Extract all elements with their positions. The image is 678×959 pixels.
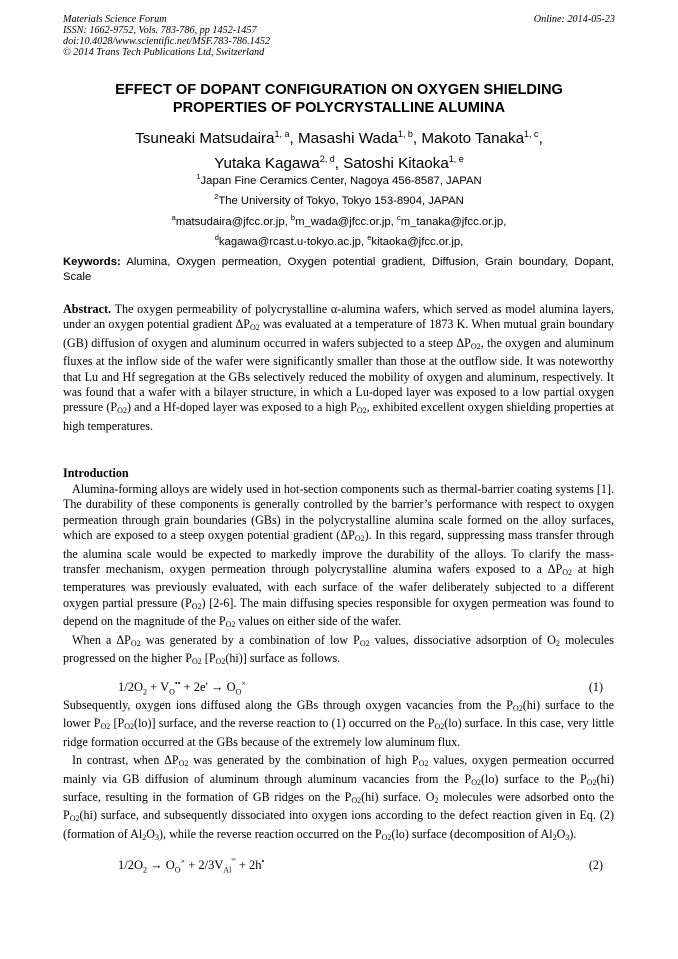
- abstract: Abstract. The oxygen permeability of polycrystalline α-alumina wafers, which served as model alumina layers, under an oxygen potential gradient $\Delta P_{O2}$ was evaluated at a temperature of 1873 K. When mutual grain boundary (GB) diffusion of oxygen and aluminum occurred in wafers subjected to a steep $\Delta P_{O2}$, the oxygen and aluminum fluxes at the inflow side of the wafer were significantly smaller than those at the outflow side. It was noteworthy that Lu and Hf segregation at the GBs selectively reduced the mobility of oxygen and aluminum, respectively. It was found that a wafer with a bilayer structure, in which a Lu-doped layer was exposed to a low partial oxygen pressure $(P_{O2})$ and a Hf-doped layer was exposed to a high $P_{O2}$, exhibited excellent oxygen shielding properties at high temperatures.: [63, 302, 615, 433]
- title-line-1: EFFECT OF DOPANT CONFIGURATION ON OXYGEN SHIELDING: [115, 82, 563, 98]
- journal-name: Materials Science Forum: [63, 14, 167, 25]
- equation-2-number: (2): [588, 858, 603, 872]
- affiliation-2: $^2$The University of Tokyo, Tokyo 153-8904, JAPAN: [214, 192, 464, 207]
- keywords-text: Alumina, Oxygen permeation, Oxygen potential gradient, Diffusion, Grain boundary, Dopant, Scale: [63, 256, 614, 283]
- author-affil: 1, e: [448, 154, 464, 165]
- keywords: [63, 255, 614, 285]
- author-affil: 1, a: [274, 129, 290, 139]
- journal-header: [63, 14, 270, 58]
- equation-1: $1/2O_2 + V_O^{••} + 2e' \to O_O^\times$: [118, 679, 246, 697]
- introduction-heading: Introduction: [63, 466, 129, 480]
- copyright-line: © 2014 Trans Tech Publications Ltd, Switzerland: [63, 47, 265, 58]
- online-date: Online: 2014-05-23: [533, 14, 615, 25]
- author-name: Tsuneaki Matsudaira: [135, 130, 275, 148]
- author-name: Makoto Tanaka: [421, 130, 525, 148]
- doi-line: doi:10.4028/www.scientific.net/MSF.783-786.1452: [63, 36, 271, 47]
- author-affil: 1, c: [524, 129, 539, 139]
- intro-para-1: Alumina-forming alloys are widely used in hot-section components such as thermal-barrier coating systems [1]. The durability of these components is generally controlled by the barrier’s performance with respect to oxygen permeation through grain boundaries (GBs) in the polycrystalline alumina scale formed on the alloy surfaces, which are exposed to a steep oxygen potential gradient $(\Delta P_{O2})$. In this regard, suppressing mass transfer through the alumina scale would be expected to markedly improve the durability of the alloys. To clarify the mass-transfer mechanism, oxygen permeation through polycrystalline alumina wafers exposed to a $\Delta P_{O2}$ at high temperatures was previously evaluated, with each surface of the wafer deliberately subjected to a different oxygen partial pressure $(P_{O2})$ [2-6]. The main diffusing species responsible for oxygen permeation was found to depend on the magnitude of the $P_{O2}$ values on either side of the wafer. When a $\Delta P_{O2}$ was generated by a combination of low $P_{O2}$ values, dissociative adsorption of $O_2$ molecules progressed on the higher $P_{O2}$ $[P_{O2}(hi)]$ surface as follows.: [63, 482, 615, 667]
- author-name: Masashi Wada: [297, 130, 398, 148]
- author-affil: 2, d: [319, 154, 335, 165]
- keywords-label: Keywords:: [63, 256, 121, 268]
- intro-para-2: Subsequently, oxygen ions diffused along the GBs through oxygen vacancies from the $P_{O2}(hi)$ surface to the lower $P_{O2}$ $[P_{O2}(lo)]$ surface, and the reverse reaction to (1) occurred on the $P_{O2}(lo)$ surface. In this case, very little ridge formation occurred at the GBs because of the extremely low aluminum flux. In contrast, when $\Delta P_{O2}$ was generated by the combination of high $P_{O2}$ values, oxygen permeation occurred mainly via GB diffusion of aluminum through aluminum vacancies from the $P_{O2}(lo)$ surface to the $P_{O2}(hi)$ surface, resulting in the formation of GB ridges on the $P_{O2}(hi)$ surface. $O_2$ molecules were adsorbed onto the $P_{O2}(hi)$ surface, and subsequently dissociated into oxygen ions according to the defect reaction given in Eq. (2) (formation of $Al_2O_3$), while the reverse reaction occurred on the $P_{O2}(lo)$ surface (decomposition of $Al_2O_3$).: [63, 698, 615, 842]
- author-name: Satoshi Kitaoka: [343, 155, 449, 173]
- author-list: Tsuneaki Matsudaira$^{1, a}$, Masashi Wada$^{1, b}$, Makoto Tanaka$^{1, c}$, Yutaka Kagawa$^{2, d}$, Satoshi Kitaoka$^{1, e}$: [135, 129, 543, 173]
- equation-2: $1/2O_2 \to O_O^\times + 2/3V_{Al}''' + 2h^•$: [118, 857, 265, 875]
- equation-1-number: (1): [588, 680, 603, 694]
- author-affil: 1, b: [397, 129, 413, 139]
- paper-title: [40, 81, 638, 117]
- author-name: Yutaka Kagawa: [214, 155, 320, 173]
- abstract-label: Abstract.: [63, 302, 112, 316]
- title-line-2: PROPERTIES OF POLYCRYSTALLINE ALUMINA: [172, 100, 506, 116]
- affiliation-1: $^1$Japan Fine Ceramics Center, Nagoya 456-8587, JAPAN: [196, 172, 482, 187]
- email-list: $^a$matsudaira@jfcc.or.jp, $^b$m_wada@jfcc.or.jp, $^c$m_tanaka@jfcc.or.jp, $^d$kagawa@rcast.u-tokyo.ac.jp, $^e$kitaoka@jfcc.or.jp,: [171, 213, 507, 248]
- issn-line: ISSN: 1662-9752, Vols. 783-786, pp 1452-1457: [63, 25, 257, 36]
